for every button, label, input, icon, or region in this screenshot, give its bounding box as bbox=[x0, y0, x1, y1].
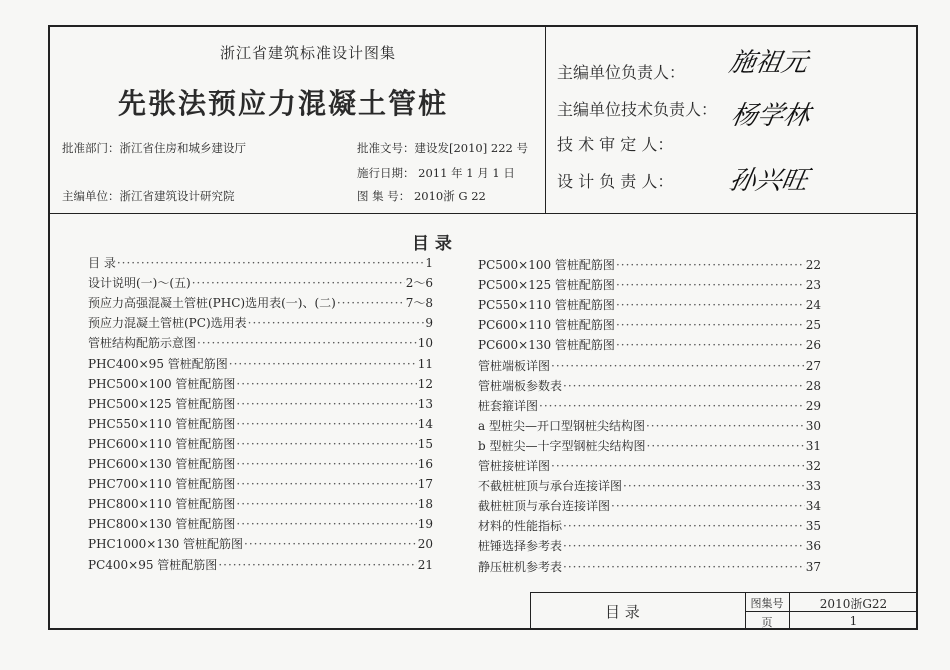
header-divider bbox=[48, 213, 918, 214]
toc-leader-dots bbox=[117, 255, 425, 271]
toc-entry bbox=[478, 317, 821, 333]
toc-entry-label: PHC700×110 管桩配筋图 bbox=[88, 477, 236, 492]
toc-entry-page: 37 bbox=[805, 559, 821, 574]
effective-date: 施行日期： 2011 年 1 月 1 日 bbox=[357, 166, 515, 180]
toc-entry-page: 28 bbox=[805, 378, 821, 393]
atlas-number-label: 图集号 bbox=[750, 597, 784, 610]
toc-entry bbox=[88, 335, 433, 351]
header-vertical-divider bbox=[545, 25, 546, 213]
toc-leader-dots bbox=[616, 337, 805, 353]
toc-entry-label: PC500×125 管桩配筋图 bbox=[478, 278, 615, 293]
toc-entry-page: 30 bbox=[805, 418, 821, 433]
toc-leader-dots bbox=[563, 518, 805, 534]
toc-entry bbox=[88, 315, 433, 331]
toc-entry-label: 管桩结构配筋示意图 bbox=[88, 336, 197, 351]
toc-entry-label: 管桩接桩详图 bbox=[478, 459, 551, 473]
toc-leader-dots bbox=[236, 436, 416, 452]
toc-entry bbox=[88, 436, 433, 452]
toc-entry-label: PC550×110 管桩配筋图 bbox=[478, 298, 615, 313]
toc-entry-label: a 型桩尖—开口型钢桩尖结构图 bbox=[478, 418, 645, 433]
toc-entry-page: 33 bbox=[805, 479, 821, 494]
toc-leader-dots bbox=[616, 257, 805, 273]
toc-entry-label: PHC600×130 管桩配筋图 bbox=[88, 457, 236, 471]
toc-entry-label: 不截桩桩顶与承台连接详图 bbox=[478, 479, 623, 494]
toc-entry-label: PHC800×110 管桩配筋图 bbox=[88, 497, 236, 512]
design-lead-signature: 孙兴旺 bbox=[726, 166, 811, 196]
toc-entry-page: 35 bbox=[805, 519, 821, 534]
toc-leader-dots bbox=[244, 536, 417, 552]
title-block-name: 目 录 bbox=[605, 603, 640, 621]
toc-entry bbox=[478, 498, 821, 514]
toc-entry-label: 管桩端板参数表 bbox=[478, 378, 563, 393]
toc-leader-dots bbox=[563, 538, 805, 554]
toc-entry-page: 27 bbox=[805, 358, 821, 373]
toc-entry-page: 11 bbox=[417, 356, 433, 371]
toc-entry-label: 目 录 bbox=[88, 256, 116, 270]
toc-entry-label: 设计说明(一)～(五) bbox=[88, 276, 191, 291]
toc-entry-page: 7～8 bbox=[405, 296, 433, 311]
toc-entry bbox=[88, 496, 433, 512]
toc-leader-dots bbox=[647, 438, 805, 454]
toc-leader-dots bbox=[218, 557, 416, 573]
toc-entry-page: 1 bbox=[425, 256, 433, 270]
toc-leader-dots bbox=[236, 496, 416, 512]
atlas-no: 图 集 号： 2010浙 G 22 bbox=[357, 189, 486, 203]
toc-leader-dots bbox=[236, 396, 416, 412]
toc-leader-dots bbox=[611, 498, 805, 514]
toc-entry-label: PC400×95 管桩配筋图 bbox=[88, 557, 218, 572]
toc-entry-label: 材料的性能指标 bbox=[478, 519, 563, 534]
toc-entry bbox=[478, 559, 821, 575]
toc-entry bbox=[478, 297, 821, 313]
toc-entry-page: 34 bbox=[805, 499, 821, 514]
toc-entry bbox=[478, 378, 821, 394]
toc-entry-label: 预应力混凝土管桩(PC)选用表 bbox=[88, 316, 247, 331]
toc-entry-label: 桩套箍详图 bbox=[478, 398, 539, 413]
toc-entry-label: 静压桩机参考表 bbox=[478, 559, 563, 574]
toc-entry-page: 24 bbox=[805, 298, 821, 313]
toc-entry bbox=[478, 478, 821, 494]
toc-entry-page: 2～6 bbox=[405, 276, 433, 291]
toc-entry-label: PHC1000×130 管桩配筋图 bbox=[88, 537, 244, 552]
approval-doc: 批准文号：建设发[2010] 222 号 bbox=[357, 141, 528, 155]
toc-entry-page: 31 bbox=[805, 438, 821, 453]
toc-entry-label: 桩锤选择参考表 bbox=[478, 539, 563, 554]
toc-entry bbox=[88, 557, 433, 573]
page-label: 页 bbox=[761, 616, 773, 629]
approval-dept: 批准部门：浙江省住房和城乡建设厅 bbox=[62, 141, 246, 155]
toc-entry-page: 25 bbox=[805, 318, 821, 333]
toc-entry-page: 15 bbox=[417, 436, 433, 451]
toc-entry-page: 9 bbox=[425, 316, 433, 331]
atlas-number-value: 2010浙G22 bbox=[819, 597, 888, 611]
chief-editor-signature: 施祖元 bbox=[726, 48, 811, 78]
title-block-top-line bbox=[530, 592, 918, 593]
toc-leader-dots bbox=[646, 418, 805, 434]
toc-entry-page: 14 bbox=[417, 416, 433, 431]
toc-entry-label: PC600×130 管桩配筋图 bbox=[478, 338, 615, 353]
toc-entry-label: b 型桩尖—十字型钢桩尖结构图 bbox=[478, 438, 646, 453]
toc-entry-page: 26 bbox=[805, 338, 821, 353]
toc-entry-page: 10 bbox=[417, 336, 433, 351]
design-lead-label: 设 计 负 责 人： bbox=[557, 172, 674, 191]
toc-leader-dots bbox=[337, 295, 405, 311]
page-number: 1 bbox=[849, 614, 858, 628]
toc-entry-page: 20 bbox=[417, 537, 433, 552]
toc-entry-label: 预应力高强混凝土管桩(PHC)选用表(一)、(二) bbox=[88, 296, 336, 311]
chief-editor-label: 主编单位负责人： bbox=[557, 63, 686, 82]
toc-entry bbox=[88, 356, 433, 372]
toc-leader-dots bbox=[236, 456, 416, 472]
toc-entry bbox=[478, 538, 821, 554]
toc-leader-dots bbox=[563, 378, 805, 394]
toc-entry bbox=[478, 337, 821, 353]
tech-chief-label: 主编单位技术负责人： bbox=[557, 100, 718, 119]
toc-entry-page: 12 bbox=[417, 376, 433, 391]
toc-entry bbox=[478, 277, 821, 293]
toc-entry bbox=[478, 398, 821, 414]
toc-entry-page: 21 bbox=[417, 557, 433, 572]
toc-entry bbox=[478, 458, 821, 474]
toc-entry-label: 截桩桩顶与承台连接详图 bbox=[478, 499, 611, 514]
toc-entry-label: 管桩端板详图 bbox=[478, 358, 551, 373]
toc-entry bbox=[88, 476, 433, 492]
title-block-left-line bbox=[530, 592, 531, 630]
toc-leader-dots bbox=[616, 277, 805, 293]
toc-entry-page: 23 bbox=[805, 278, 821, 293]
editor-unit: 主编单位：浙江省建筑设计研究院 bbox=[62, 189, 235, 203]
toc-leader-dots bbox=[236, 416, 416, 432]
toc-entry bbox=[88, 376, 433, 392]
toc-leader-dots bbox=[236, 516, 416, 532]
toc-entry-label: PC600×110 管桩配筋图 bbox=[478, 318, 615, 333]
toc-entry bbox=[478, 257, 821, 273]
toc-entry-page: 22 bbox=[805, 258, 821, 272]
toc-entry bbox=[478, 418, 821, 434]
toc-entry-label: PHC800×130 管桩配筋图 bbox=[88, 517, 236, 532]
toc-entry-page: 18 bbox=[417, 497, 433, 512]
toc-entry bbox=[88, 416, 433, 432]
toc-leader-dots bbox=[623, 478, 805, 494]
toc-entry-page: 17 bbox=[417, 477, 433, 492]
toc-leader-dots bbox=[616, 297, 805, 313]
tech-chief-signature: 杨学林 bbox=[728, 101, 813, 131]
toc-leader-dots bbox=[551, 458, 805, 474]
technical-reviewer-label: 技 术 审 定 人： bbox=[557, 135, 674, 154]
toc-entry-page: 13 bbox=[417, 396, 433, 411]
toc-entry bbox=[88, 516, 433, 532]
toc-entry bbox=[88, 536, 433, 552]
toc-entry bbox=[88, 456, 433, 472]
toc-entry-page: 32 bbox=[805, 459, 821, 473]
toc-leader-dots bbox=[229, 356, 417, 372]
toc-leader-dots bbox=[236, 476, 416, 492]
toc-leader-dots bbox=[539, 398, 805, 414]
toc-entry bbox=[478, 438, 821, 454]
toc-entry bbox=[88, 396, 433, 412]
toc-entry-label: PC500×100 管桩配筋图 bbox=[478, 258, 615, 272]
toc-entry-label: PHC500×125 管桩配筋图 bbox=[88, 396, 236, 411]
toc-entry-label: PHC550×110 管桩配筋图 bbox=[88, 416, 236, 431]
toc-leader-dots bbox=[563, 559, 805, 575]
toc-entry-label: PHC400×95 管桩配筋图 bbox=[88, 356, 228, 371]
toc-entry bbox=[88, 275, 433, 291]
toc-leader-dots bbox=[551, 358, 805, 374]
toc-entry-page: 16 bbox=[417, 457, 433, 471]
toc-entry-label: PHC500×100 管桩配筋图 bbox=[88, 376, 236, 391]
toc-leader-dots bbox=[192, 275, 405, 291]
toc-entry-label: PHC600×110 管桩配筋图 bbox=[88, 436, 236, 451]
toc-title: 目 录 bbox=[412, 234, 452, 254]
toc-entry-page: 19 bbox=[417, 517, 433, 532]
series-title: 浙江省建筑标准设计图集 bbox=[220, 44, 397, 62]
toc-entry bbox=[88, 295, 433, 311]
toc-entry-page: 29 bbox=[805, 398, 821, 413]
toc-entry bbox=[478, 358, 821, 374]
toc-leader-dots bbox=[616, 317, 805, 333]
toc-entry-page: 36 bbox=[805, 539, 821, 554]
toc-entry bbox=[88, 255, 433, 271]
toc-entry bbox=[478, 518, 821, 534]
main-title: 先张法预应力混凝土管桩 bbox=[118, 87, 449, 120]
toc-leader-dots bbox=[248, 315, 425, 331]
toc-leader-dots bbox=[236, 376, 416, 392]
toc-leader-dots bbox=[197, 335, 417, 351]
